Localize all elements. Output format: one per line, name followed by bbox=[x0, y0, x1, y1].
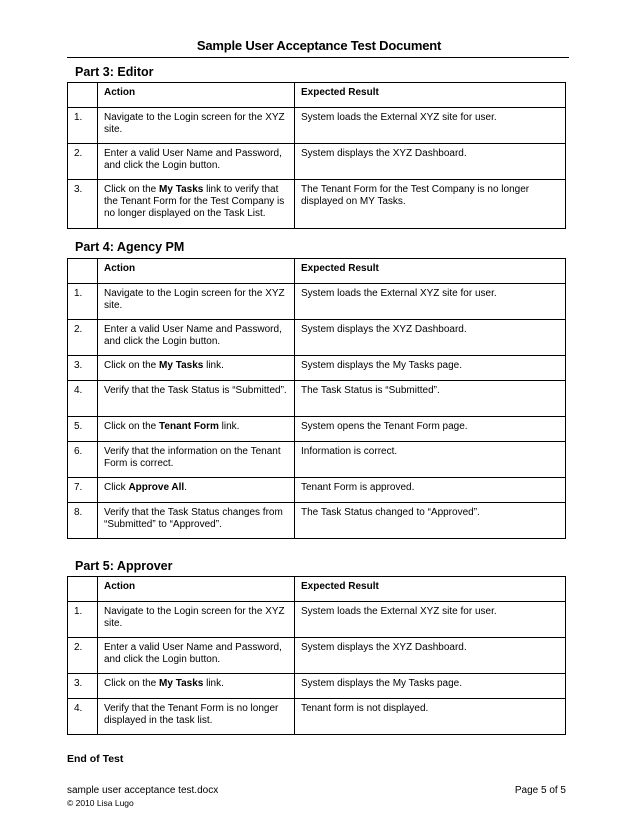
table-row bbox=[68, 503, 566, 539]
action-column-header: Action bbox=[98, 577, 295, 602]
step-number: 1. bbox=[68, 108, 98, 144]
footer-copyright: © 2010 Lisa Lugo bbox=[67, 798, 134, 808]
table-header-row bbox=[68, 259, 566, 284]
step-number: 1. bbox=[68, 284, 98, 320]
step-action: Enter a valid User Name and Password, and click the Login button. bbox=[98, 320, 295, 356]
table-row bbox=[68, 417, 566, 442]
table-row bbox=[68, 108, 566, 144]
step-action: Click Approve All. bbox=[98, 478, 295, 503]
expected-column-header: Expected Result bbox=[295, 83, 566, 108]
step-action: Click on the My Tasks link to verify that the Tenant Form for the Test Company is no longer displayed on the Task List. bbox=[98, 180, 295, 229]
part-3-table bbox=[67, 82, 566, 229]
step-number: 2. bbox=[68, 638, 98, 674]
step-number: 4. bbox=[68, 699, 98, 735]
step-expected-result: The Task Status is “Submitted”. bbox=[295, 381, 566, 417]
part-4-heading: Part 4: Agency PM bbox=[75, 240, 185, 254]
table-row bbox=[68, 442, 566, 478]
ui-element-name: My Tasks bbox=[159, 184, 204, 195]
expected-column-header: Expected Result bbox=[295, 259, 566, 284]
step-number: 2. bbox=[68, 144, 98, 180]
table-row bbox=[68, 381, 566, 417]
table-row bbox=[68, 356, 566, 381]
table-row bbox=[68, 478, 566, 503]
part-5-heading: Part 5: Approver bbox=[75, 559, 173, 573]
step-action: Verify that the Task Status changes from “Submitted” to “Approved”. bbox=[98, 503, 295, 539]
table-row bbox=[68, 674, 566, 699]
title-divider bbox=[67, 57, 569, 58]
step-expected-result: System displays the XYZ Dashboard. bbox=[295, 144, 566, 180]
step-number: 3. bbox=[68, 356, 98, 381]
step-expected-result: System opens the Tenant Form page. bbox=[295, 417, 566, 442]
step-number: 5. bbox=[68, 417, 98, 442]
end-of-test-label: End of Test bbox=[67, 753, 124, 765]
ui-element-name: Approve All bbox=[128, 482, 185, 493]
step-expected-result: System loads the External XYZ site for user. bbox=[295, 284, 566, 320]
part-5-table bbox=[67, 576, 566, 735]
table-row bbox=[68, 602, 566, 638]
ui-element-name: My Tasks bbox=[159, 678, 204, 689]
step-action: Click on the Tenant Form link. bbox=[98, 417, 295, 442]
step-action: Navigate to the Login screen for the XYZ site. bbox=[98, 602, 295, 638]
step-action: Navigate to the Login screen for the XYZ site. bbox=[98, 284, 295, 320]
step-expected-result: System displays the My Tasks page. bbox=[295, 356, 566, 381]
table-row bbox=[68, 638, 566, 674]
step-expected-result: System loads the External XYZ site for user. bbox=[295, 602, 566, 638]
step-expected-result: System displays the My Tasks page. bbox=[295, 674, 566, 699]
table-row bbox=[68, 320, 566, 356]
step-action: Click on the My Tasks link. bbox=[98, 356, 295, 381]
footer-left bbox=[67, 785, 218, 809]
step-action: Enter a valid User Name and Password, and click the Login button. bbox=[98, 144, 295, 180]
step-action: Verify that the Tenant Form is no longer displayed in the task list. bbox=[98, 699, 295, 735]
table-header-row bbox=[68, 83, 566, 108]
step-action: Verify that the Task Status is “Submitted”. bbox=[98, 381, 295, 417]
footer-page-number: Page 5 of 5 bbox=[514, 785, 566, 796]
step-number: 3. bbox=[68, 674, 98, 699]
expected-column-header: Expected Result bbox=[295, 577, 566, 602]
ui-element-name: Tenant Form bbox=[159, 421, 219, 432]
step-expected-result: The Tenant Form for the Test Company is no longer displayed on MY Tasks. bbox=[295, 180, 566, 229]
step-number: 8. bbox=[68, 503, 98, 539]
table-row bbox=[68, 284, 566, 320]
step-action: Navigate to the Login screen for the XYZ site. bbox=[98, 108, 295, 144]
action-column-header: Action bbox=[98, 83, 295, 108]
step-expected-result: Information is correct. bbox=[295, 442, 566, 478]
table-row bbox=[68, 180, 566, 229]
step-number: 1. bbox=[68, 602, 98, 638]
step-action: Click on the My Tasks link. bbox=[98, 674, 295, 699]
step-number: 2. bbox=[68, 320, 98, 356]
table-header-row bbox=[68, 577, 566, 602]
step-number: 7. bbox=[68, 478, 98, 503]
footer-filename: sample user acceptance test.docx bbox=[67, 785, 219, 796]
table-row bbox=[68, 699, 566, 735]
step-expected-result: Tenant form is not displayed. bbox=[295, 699, 566, 735]
step-number: 6. bbox=[68, 442, 98, 478]
step-expected-result: System displays the XYZ Dashboard. bbox=[295, 320, 566, 356]
step-expected-result: The Task Status changed to “Approved”. bbox=[295, 503, 566, 539]
part-3-heading: Part 3: Editor bbox=[75, 65, 154, 79]
step-number: 4. bbox=[68, 381, 98, 417]
step-number: 3. bbox=[68, 180, 98, 229]
action-column-header: Action bbox=[98, 259, 295, 284]
step-expected-result: System loads the External XYZ site for user. bbox=[295, 108, 566, 144]
step-expected-result: Tenant Form is approved. bbox=[295, 478, 566, 503]
part-4-table bbox=[67, 258, 566, 539]
step-action: Verify that the information on the Tenant Form is correct. bbox=[98, 442, 295, 478]
step-action: Enter a valid User Name and Password, and click the Login button. bbox=[98, 638, 295, 674]
document-title: Sample User Acceptance Test Document bbox=[196, 38, 442, 53]
ui-element-name: My Tasks bbox=[159, 360, 204, 371]
table-row bbox=[68, 144, 566, 180]
step-expected-result: System displays the XYZ Dashboard. bbox=[295, 638, 566, 674]
